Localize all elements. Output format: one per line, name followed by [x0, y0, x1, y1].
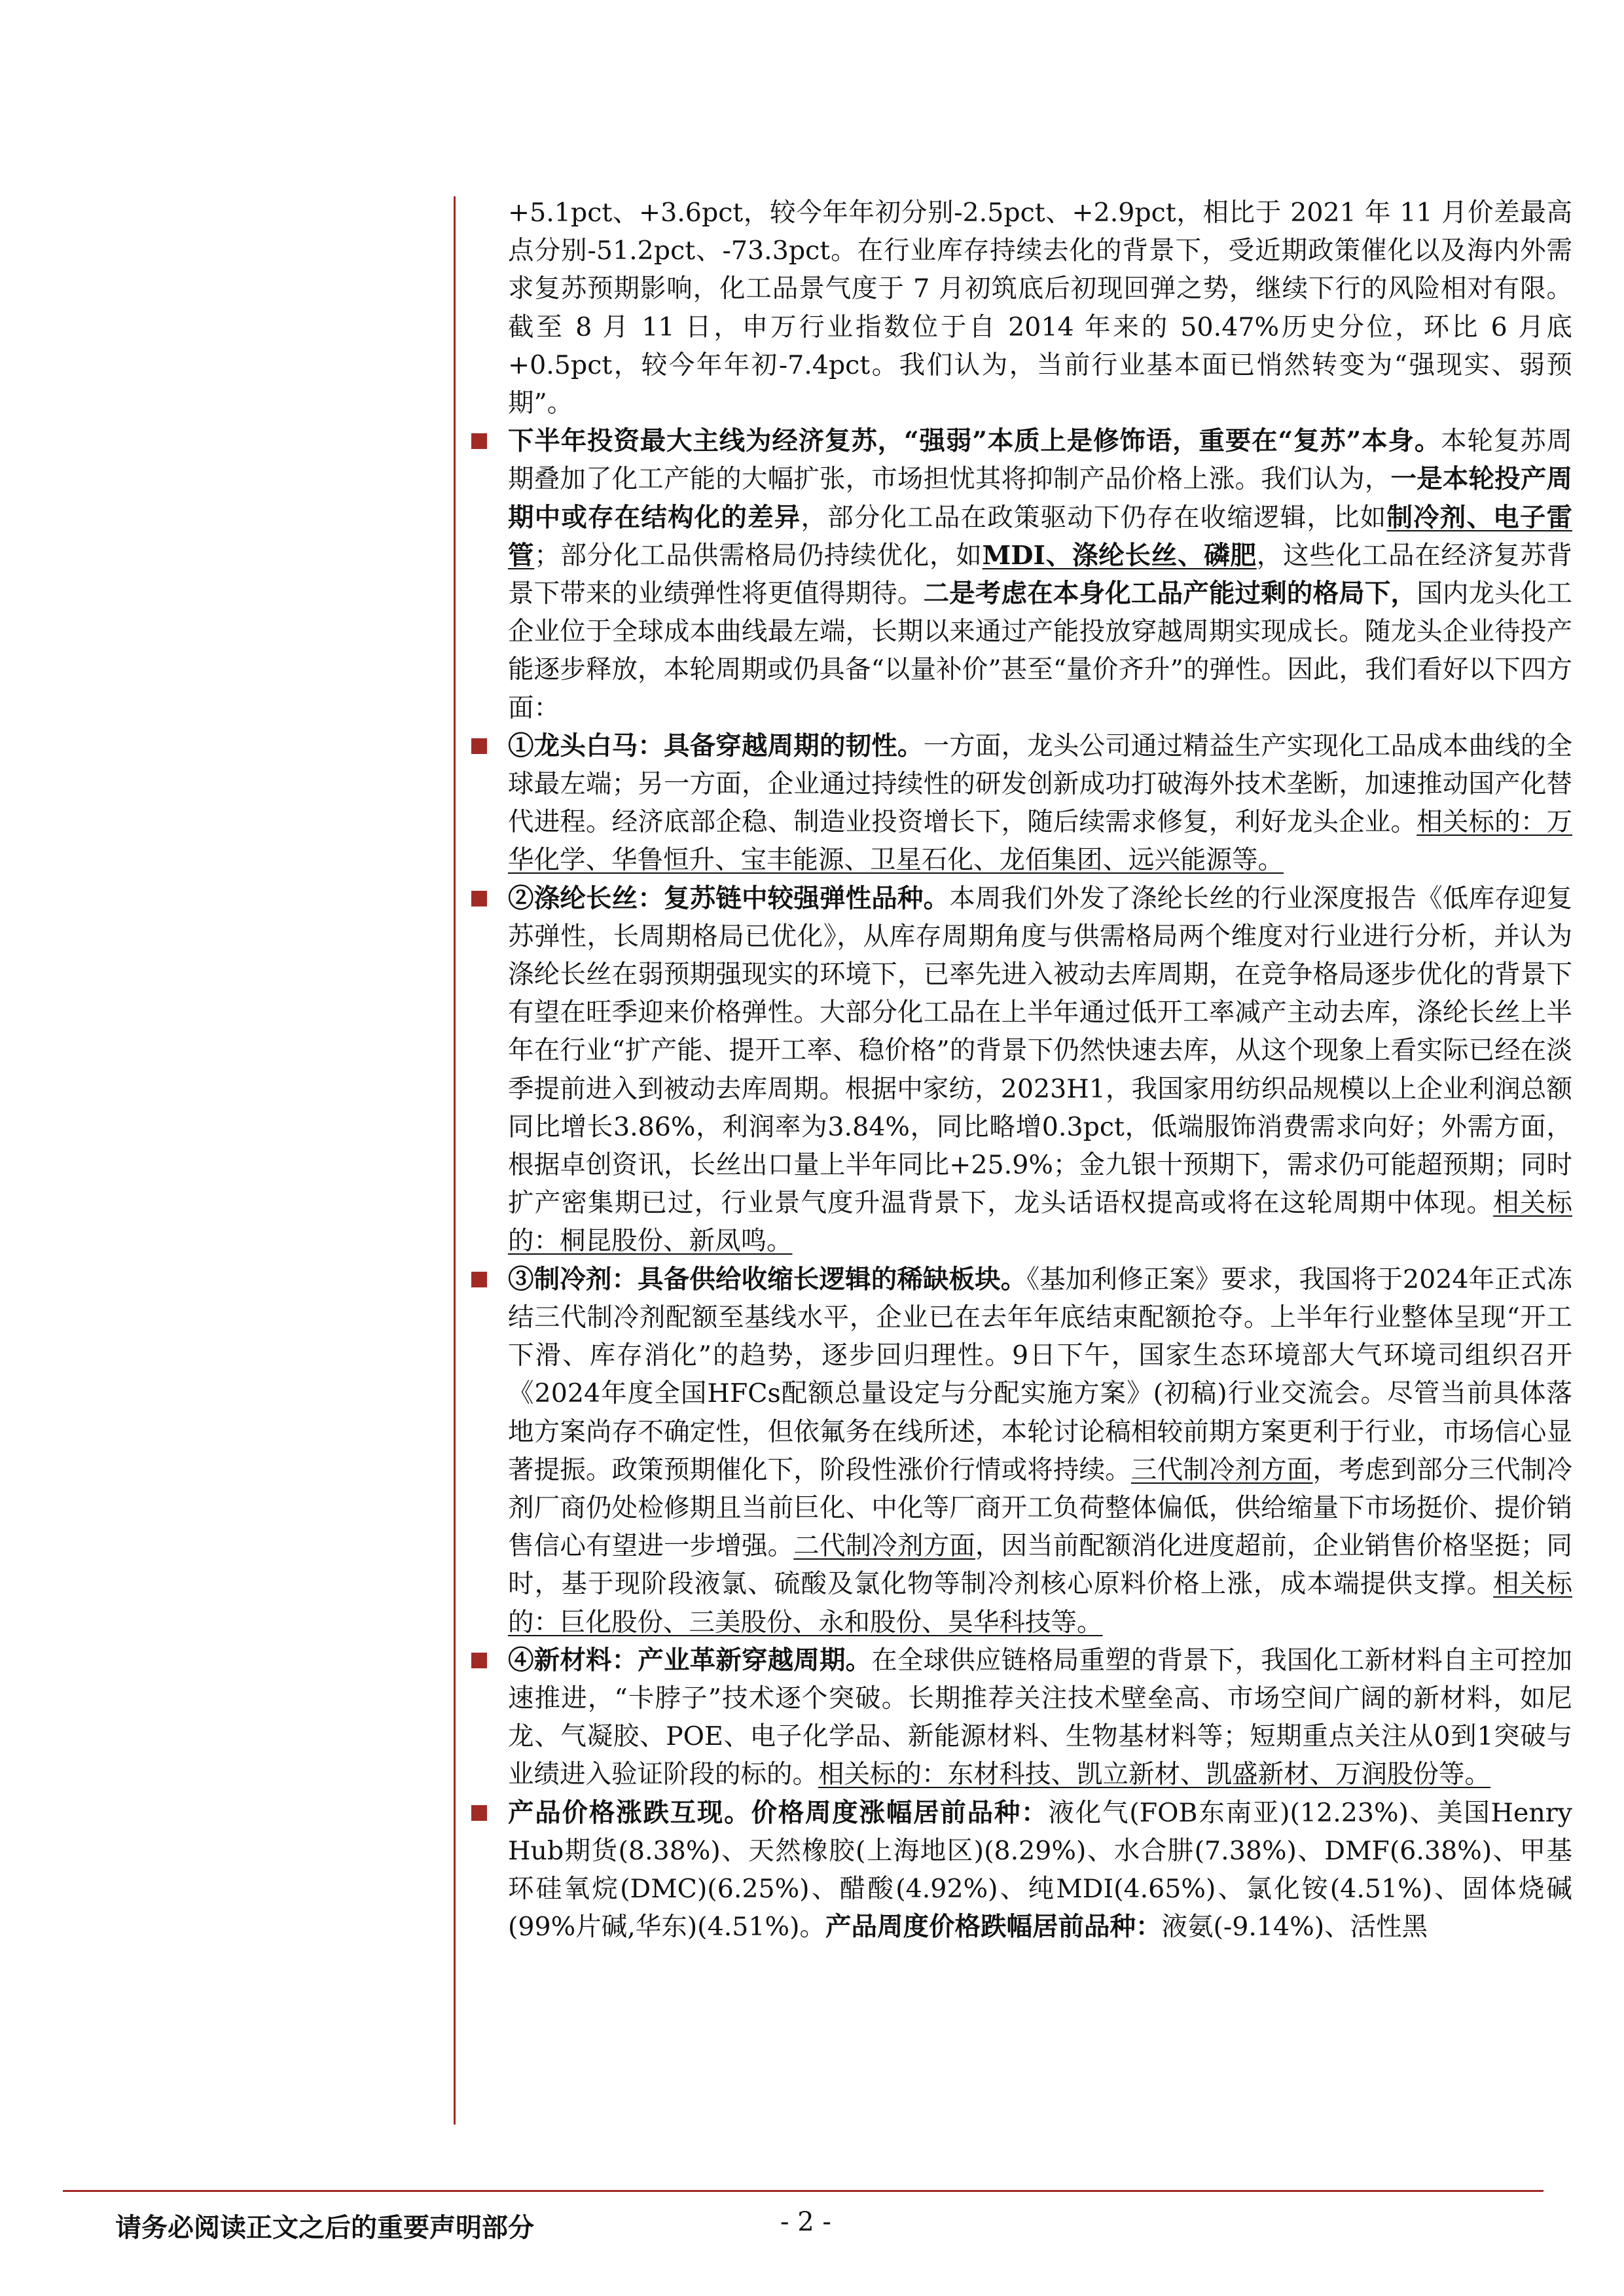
emphasis-text: 产品价格涨跌互现。价格周度涨幅居前品种： — [508, 1797, 1049, 1828]
square-bullet-icon — [471, 891, 487, 906]
related-stocks-text: 二代制冷剂方面 — [793, 1531, 975, 1562]
body-text: 本轮复苏周期叠加了化工产能的大幅扩张，市场担忧其将抑制产品价格上涨。我们认为， — [508, 426, 1573, 495]
body-text: 本周我们外发了涤纶长丝的行业深度报告《低库存迎复苏弹性，长周期格局已优化》，从库存周期角度与供需格局两个维度对行业进行分析，并认为涤纶长丝在弱预期强现实的环境下，已率先进入被动去库周期，在竞争格局逐步优化的背景下有望在旺季迎来价格弹性。大部分化工品在上半年通过低开工率减产主动去库，涤纶长丝上半年在行业“扩产能、提开工率、稳价格”的背景下仍然快速去库，从这个现象上看实际已经在淡季提前进入到被动去库周期。根据中家纺，2023H1，我国家用纺织品规模以上企业利润总额同比增长3.86%，利润率为3.84%，同比略增0.3pct，低端服饰消费需求向好；外需方面，根据卓创资讯，长丝出口量上半年同比+25.9%；金九银十预期下，需求仍可能超预期；同时扩产密集期已过，行业景气度升温背景下，龙头话语权提高或将在这轮周期中体现。 — [508, 883, 1573, 1219]
related-stocks-text: 相关标的：万华化学、华鲁恒升、宝丰能源、卫星石化、龙佰集团、远兴能源等。 — [508, 807, 1573, 876]
body-paragraph — [508, 194, 1572, 422]
emphasis-text: 二是考虑在本身化工品产能过剩的格局下， — [923, 579, 1417, 609]
body-text: 《基加利修正案》要求，我国将于2024年正式冻结三代制冷剂配额至基线水平，企业已在去年年底结束配额抢夺。上半年行业整体呈现“开工下滑、库存消化”的趋势，逐步回归理性。9日下午，国家生态环境部大气环境司组织召开《2024年度全国HFCs配额总量设定与分配实施方案》(初稿)行业交流会。尽管当前具体落地方案尚存不确定性，但依氟务在线所述，本轮讨论稿相较前期方案更利于行业，市场信心显著提振。政策预期催化下，阶段性涨价行情或将持续。 — [508, 1264, 1572, 1485]
bullet-paragraph — [508, 727, 1572, 880]
page-number: - 2 - — [780, 2207, 831, 2237]
body-text: ，部分化工品在政策驱动下仍存在收缩逻辑，比如 — [801, 502, 1387, 533]
body-text: 国内龙头化工企业位于全球成本曲线最左端，长期以来通过产能投放穿越周期实现成长。随龙头企业待投产能逐步释放，本轮周期或仍具备“以量补价”甚至“量价齐升”的弹性。因此，我们看好以下四方面： — [508, 579, 1573, 723]
emphasis-text: 下半年投资最大主线为经济复苏，“强弱”本质上是修饰语，重要在“复苏”本身。 — [508, 426, 1441, 457]
bullet-paragraph — [508, 1641, 1572, 1794]
bullet-paragraph — [508, 1794, 1572, 1946]
related-stocks-text: MDI、涤纶长丝、磷肥 — [982, 540, 1257, 571]
emphasis-text: 产品周度价格跌幅居前品种： — [825, 1912, 1162, 1943]
emphasis-text: ③制冷剂：具备供给收缩长逻辑的稀缺板块。 — [508, 1264, 1027, 1295]
square-bullet-icon — [471, 1805, 487, 1821]
body-text: ，考虑到部分三代制冷剂厂商仍处检修期且当前巨化、中化等厂商开工负荷整体偏低，供给缩量下市场挺价、提价销售信心有望进一步增强。 — [508, 1454, 1573, 1562]
bullet-paragraph — [508, 1261, 1572, 1641]
report-body — [508, 194, 1572, 1946]
emphasis-text: 一是本轮投产周期中或存在结构化的差异 — [508, 464, 1573, 533]
emphasis-text: ④新材料：产业革新穿越周期。 — [508, 1645, 872, 1676]
body-text: ，这些化工品在经济复苏背景下带来的业绩弹性将更值得期待。 — [508, 540, 1573, 609]
related-stocks-text: 相关标的：巨化股份、三美股份、永和股份、昊华科技等。 — [508, 1569, 1573, 1638]
footer-rule — [63, 2190, 1543, 2192]
related-stocks-text: 三代制冷剂方面 — [1130, 1454, 1313, 1485]
bullet-paragraph — [508, 880, 1572, 1261]
body-text: +5.1pct、+3.6pct，较今年年初分别-2.5pct、+2.9pct，相比于 2021 年 11 月价差最高点分别-51.2pct、-73.3pct。在行业库存持续去化的背景下，受近期政策催化以及海内外需求复苏预期影响，化工品景气度于 7 月初筑底后初现回弹之势，继续下行的风险相对有限。截至 8 月 11 日，申万行业指数位于自 2014 年来的 50.47%历史分位，环比 6 月底+0.5pct，较今年年初-7.4pct。我们认为，当前行业基本面已悄然转变为“强现实、弱预期”。 — [508, 198, 1572, 419]
related-stocks-text: 相关标的：桐昆股份、新凤鸣。 — [508, 1188, 1573, 1257]
body-text: 在全球供应链格局重塑的背景下，我国化工新材料自主可控加速推进，“卡脖子”技术逐个突破。长期推荐关注技术壁垒高、市场空间广阔的新材料，如尼龙、气凝胶、POE、电子化学品、新能源材料、生物基材料等；短期重点关注从0到1突破与业绩进入验证阶段的标的。 — [508, 1645, 1573, 1790]
body-text: 液化气(FOB东南亚)(12.23%)、美国Henry Hub期货(8.38%)、天然橡胶(上海地区)(8.29%)、水合肼(7.38%)、DMF(6.38%)、甲基环硅氧烷(DMC)(6.25%)、醋酸(4.92%)、纯MDI(4.65%)、氯化铵(4.51%)、固体烧碱(99%片碱,华东)(4.51%)。 — [508, 1797, 1572, 1943]
related-stocks-text: 相关标的：东材科技、凯立新材、凯盛新材、万润股份等。 — [818, 1759, 1490, 1790]
footer-disclaimer: 请务必阅读正文之后的重要声明部分 — [115, 2212, 534, 2243]
related-stocks-text: 制冷剂、电子雷管 — [508, 502, 1573, 571]
square-bullet-icon — [471, 1653, 487, 1668]
body-text: 液氨(-9.14%)、活性黑 — [1161, 1912, 1428, 1943]
left-margin-rule — [454, 196, 456, 2125]
square-bullet-icon — [471, 1272, 487, 1287]
emphasis-text: ①龙头白马：具备穿越周期的韧性。 — [508, 730, 924, 761]
bullet-paragraph — [508, 422, 1572, 727]
square-bullet-icon — [471, 738, 487, 754]
square-bullet-icon — [471, 433, 487, 449]
body-text: 一方面，龙头公司通过精益生产实现化工品成本曲线的全球最左端；另一方面，企业通过持续性的研发创新成功打破海外技术垄断，加速推动国产化替代进程。经济底部企稳、制造业投资增长下，随后续需求修复，利好龙头企业。 — [508, 730, 1573, 838]
body-text: ，因当前配额消化进度超前，企业销售价格坚挺；同时，基于现阶段液氯、硫酸及氯化物等制冷剂核心原料价格上涨，成本端提供支撑。 — [508, 1531, 1573, 1600]
body-text: ；部分化工品供需格局仍持续优化，如 — [534, 540, 983, 571]
emphasis-text: ②涤纶长丝：复苏链中较强弹性品种。 — [508, 883, 950, 914]
